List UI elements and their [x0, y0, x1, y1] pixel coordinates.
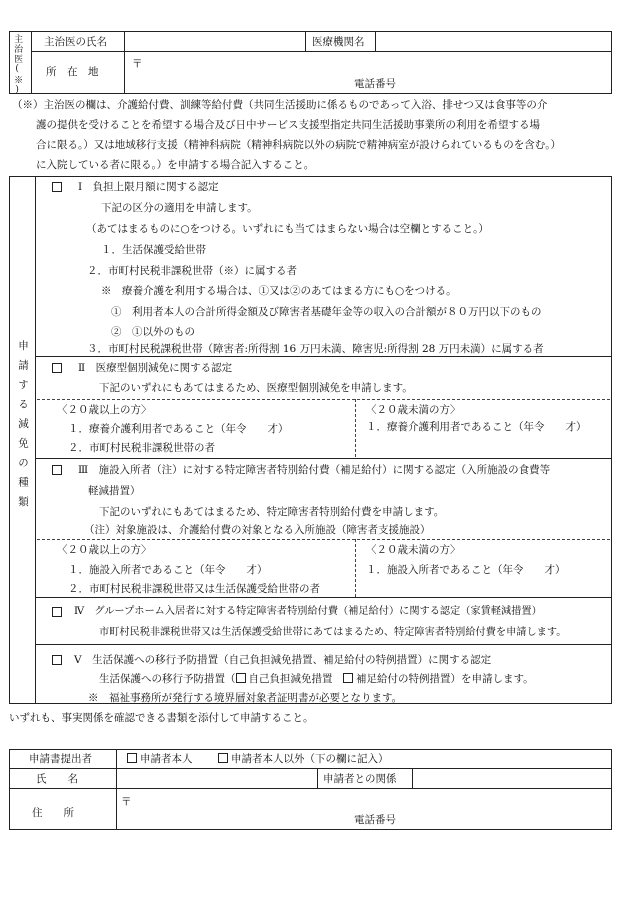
s1-option-2[interactable]: ２．市町村民税非課税世帯（※）に属する者	[87, 265, 297, 277]
doctor-postal-mark: 〒	[132, 58, 143, 70]
s3-left-head: 〈２０歳以上の方〉	[57, 544, 152, 556]
institution-field[interactable]	[377, 32, 611, 50]
s2-left-item[interactable]: １．療養介護利用者であること（年令 才）	[68, 423, 289, 435]
reduction-side-text: 申請する減免の種類	[17, 340, 29, 516]
s1-title: Ⅰ 負担上限月額に関する認定	[78, 181, 219, 193]
submitter-opt-self[interactable]	[127, 752, 193, 766]
reduction-table	[9, 176, 612, 704]
s5-opt2-label: 補足給付の特例措置）を申請します。	[356, 673, 534, 685]
s2-right-item[interactable]: １．療養介護利用者であること（年令 才）	[366, 421, 587, 433]
s3-line: 下記のいずれにもあてはまるため、特定障害者特別給付費を申請します。	[99, 506, 445, 518]
s2-left-item[interactable]: ２．市町村民税非課税世帯の者	[68, 442, 215, 454]
institution-label: 医療機関名	[312, 36, 365, 48]
doctor-note-line-4: に入院している者に限る。）を申請する場合記入すること。	[36, 159, 315, 171]
other-label: 申請者本人以外（下の欄に記入）	[231, 753, 389, 765]
s3-checkbox[interactable]	[52, 464, 65, 478]
self-checkbox[interactable]	[127, 753, 137, 763]
doctor-phone-label: 電話番号	[354, 78, 396, 90]
submitter-address-label: 住 所	[32, 807, 74, 819]
s1-option-2-sub-2[interactable]: ② ①以外のもの	[111, 326, 195, 338]
doctor-name-field[interactable]	[126, 32, 304, 50]
s5-line	[99, 672, 534, 686]
s1-option-3[interactable]: ３．市町村民税課税世帯（障害者:所得割 16 万円未満、障害児:所得割 28 万円未満）に属する者	[87, 343, 544, 355]
doctor-note-line-2: 護の提供を受けることを希望する場合及び日中サービス支援型指定共同生活援助事業所の利用を希望する場	[36, 119, 540, 131]
submitter-postal-mark: 〒	[121, 796, 132, 808]
submitter-address-field[interactable]	[118, 790, 611, 829]
s2-left-head: 〈２０歳以上の方〉	[57, 404, 152, 416]
s2-line: 下記のいずれにもあてはまるため、医療型個別減免を申請します。	[99, 382, 413, 394]
s5-opt2-checkbox[interactable]	[343, 673, 353, 683]
s5-checkbox[interactable]	[52, 654, 65, 668]
doctor-address-label: 所 在 地	[46, 66, 99, 78]
doctor-side-label: 主治医(※)	[12, 34, 23, 96]
reduction-side-label	[12, 340, 32, 524]
s5-line-prefix: 生活保護への移行予防措置（	[99, 673, 236, 685]
s3-right-head: 〈２０歳未満の方〉	[366, 544, 461, 556]
attach-note: いずれも、事実関係を確認できる書類を添付して申請すること。	[9, 712, 314, 724]
s3-right-item[interactable]: １．施設入所者であること（年令 才）	[366, 564, 566, 576]
doctor-name-label: 主治医の氏名	[44, 36, 107, 48]
s1-checkbox[interactable]	[52, 181, 65, 195]
submitter-name-label: 氏 名	[36, 773, 78, 785]
s5-opt1-label: 自己負担減免措置	[248, 673, 343, 685]
relation-label: 申請者との関係	[323, 773, 397, 785]
submitter-label: 申請書提出者	[29, 753, 92, 765]
doctor-note-line-1: （※）主治医の欄は、介護給付費、訓練等給付費（共同生活援助に係るものであって入浴、排せつ又は食事等の介	[12, 99, 548, 111]
other-checkbox[interactable]	[218, 753, 228, 763]
s3-left-item[interactable]: １．施設入所者であること（年令 才）	[68, 564, 268, 576]
submitter-name-field[interactable]	[118, 769, 316, 787]
s1-line: （あてはまるものに○をつける。いずれにも当てはまらない場合は空欄とすること。）	[86, 223, 489, 235]
s4-title: Ⅳ グループホーム入居者に対する特定障害者特別給付費（補足給付）に関する認定（家賃軽減措置）	[74, 606, 542, 617]
s3-title: Ⅲ 施設入所者（注）に対する特定障害者特別給付費（補足給付）に関する認定（入所施設の食費等	[78, 464, 551, 476]
relation-field[interactable]	[414, 769, 611, 787]
s4-line: 市町村民税非課税世帯又は生活保護受給世帯にあてはまるため、特定障害者特別給付費を申請します。	[99, 627, 567, 638]
submitter-phone-label: 電話番号	[354, 814, 396, 826]
s1-option-1[interactable]: １．生活保護受給世帯	[101, 244, 206, 256]
s2-right-head: 〈２０歳未満の方〉	[366, 404, 461, 416]
doctor-note-line-3: 合に限る。）又は地域移行支援（精神科病院（精神科病院以外の病院で精神病室が設けられているものを含む。）	[36, 139, 561, 151]
submitter-opt-other[interactable]	[218, 752, 389, 766]
s5-title: Ⅴ 生活保護への移行予防措置（自己負担減免措置、補足給付の特例措置）に関する認定	[74, 654, 492, 666]
self-label: 申請者本人	[140, 753, 193, 765]
s2-title: Ⅱ 医療型個別減免に関する認定	[78, 362, 233, 374]
s1-note: ※ 療養介護を利用する場合は、①又は②のあてはまる方にも○をつける。	[101, 285, 457, 297]
s3-note: （注）対象施設は、介護給付費の対象となる入所施設（障害者支援施設）	[84, 524, 431, 536]
s2-checkbox[interactable]	[52, 362, 65, 376]
s1-option-2-sub-1[interactable]: ① 利用者本人の合計所得金額及び障害者基礎年金等の収入の合計額が８０万円以下のもの	[111, 306, 542, 318]
s4-checkbox[interactable]	[52, 606, 65, 620]
s3-left-item[interactable]: ２．市町村民税非課税世帯又は生活保護受給世帯の者	[68, 583, 320, 595]
s3-title-cont: 軽減措置）	[88, 485, 141, 497]
s5-opt1-checkbox[interactable]	[236, 673, 246, 683]
s1-line: 下記の区分の適用を申請します。	[101, 202, 258, 214]
s5-note: ※ 福祉事務所が発行する境界層対象者証明書が必要となります。	[88, 692, 403, 704]
doctor-address-field[interactable]	[126, 53, 611, 93]
